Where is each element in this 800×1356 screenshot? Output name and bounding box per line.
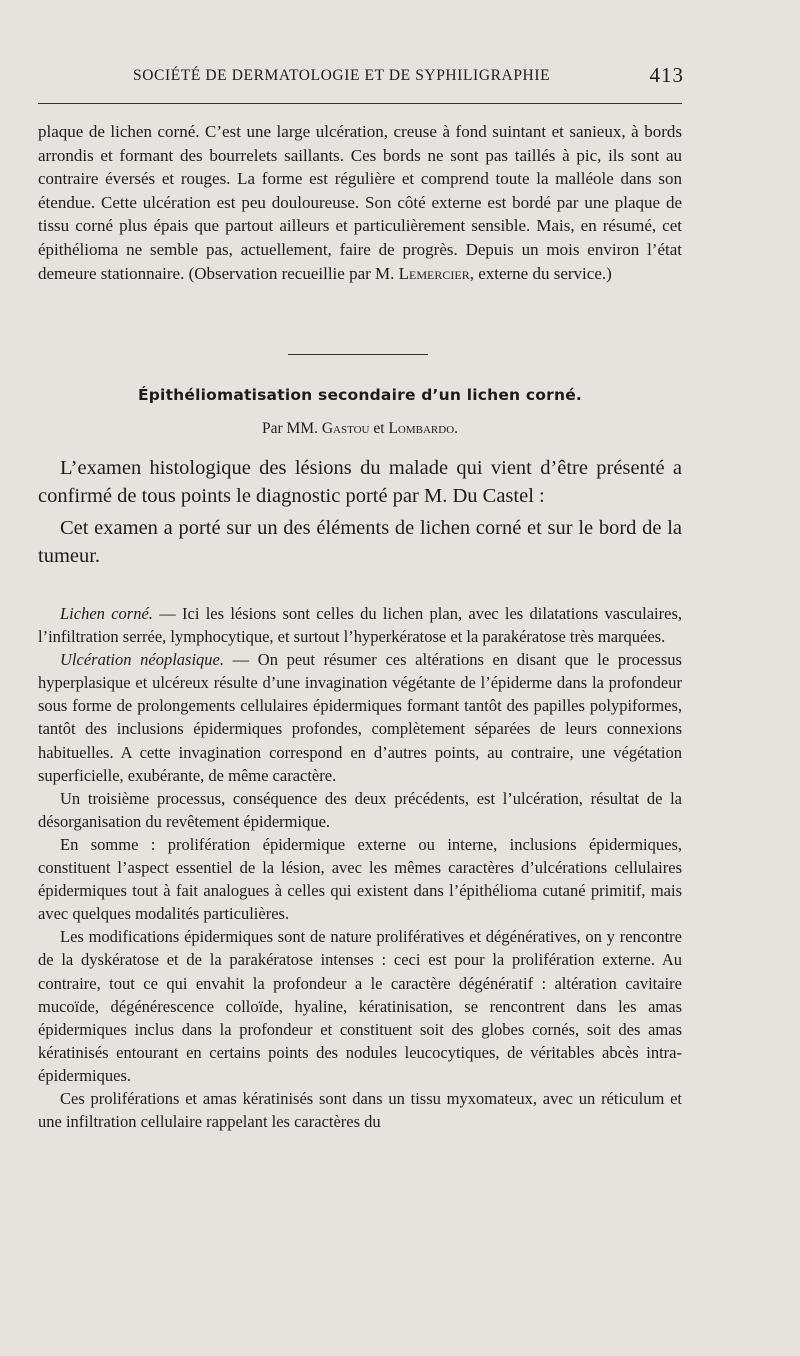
- third-process-paragraph: Un troisième processus, conséquence des deux précédents, est l’ulcération, résultat de la désorganisation du revêtement épidermique.: [38, 788, 682, 831]
- findings-section: [38, 602, 682, 1133]
- byline-prefix: Par MM.: [261, 420, 322, 437]
- intro-section: [38, 455, 682, 570]
- lichen-label: Lichen corné.: [60, 604, 153, 623]
- byline-suffix: .: [454, 420, 459, 437]
- section-divider: [288, 354, 428, 355]
- running-head: [38, 63, 682, 93]
- author-gastou: Gastou: [321, 420, 370, 437]
- intro-paragraph-1: L’examen histologique des lésions du malade qui vient d’être présenté a confirmé de tous points le diagnostic porté par M. Du Castel :: [38, 457, 682, 507]
- page-number: 413: [649, 63, 684, 87]
- byline-and: et: [369, 420, 389, 437]
- ulceration-paragraph: [38, 648, 682, 787]
- ulceration-label: Ulcération néoplasique.: [60, 650, 224, 670]
- running-title: SOCIÉTÉ DE DERMATOLOGIE ET DE SYPHILIGRAPHIE: [133, 67, 551, 84]
- article-title: Épithéliomatisation secondaire d’un lichen corné.: [137, 386, 583, 404]
- previous-case-end: , externe du service.): [469, 263, 612, 283]
- last-paragraph: Ces proliférations et amas kératinisés sont dans un tissu myxomateux, avec un réticulum et une infiltration cellulaire rappelant les caractères du: [38, 1088, 682, 1132]
- lichen-paragraph: [38, 602, 682, 648]
- lichen-text: — Ici les lésions sont celles du lichen plan, avec les dilatations vasculaires, l’infiltration serrée, lymphocytique, et surtout l’hyperkératose et la parakératose très marquées.: [38, 604, 682, 647]
- summary-paragraph: En somme : prolifération épidermique externe ou interne, inclusions épidermiques, constituent l’aspect essentiel de la lésion, avec les mêmes caractères d’ulcérations cellulaires épidermiques tout à fait analogues à celles qui existent dans l’épithélioma cutané primitif, mais avec quelques modalités particulières.: [38, 834, 682, 924]
- header-rule: [38, 103, 682, 104]
- ulceration-text: — On peut résumer ces altérations en disant que le processus hyperplasique et ulcéreux résulte d’une invagination végétante de l’épiderme dans la profondeur sous forme de prolongements cellulaires épidermiques formant tantôt des papilles polypiformes, tantôt des inclusions épidermiques profondes, complètement séparées de leurs connexions habituelles. A cette invagination correspond en d’autres points, au contraire, une végétation superficielle, exubérante, de même caractère.: [38, 650, 682, 785]
- article-byline: [38, 420, 682, 438]
- observer-name: Lemercier: [398, 263, 470, 283]
- author-lombardo: Lombardo: [388, 420, 455, 437]
- intro-paragraph-2: Cet examen a porté sur un des éléments de lichen corné et sur le bord de la tumeur.: [38, 517, 682, 567]
- previous-case-paragraph: [38, 120, 682, 285]
- previous-case-text: [38, 120, 682, 285]
- previous-case-main: plaque de lichen corné. C’est une large ulcération, creuse à fond suintant et sanieux, à bords arrondis et formant des bourrelets saillants. Ces bords ne sont pas taillés à pic, ils sont au contraire éversés et rouges. La forme est régulière et comprend toute la malléole dans son étendue. Cette ulcération est peu douloureuse. Son côté externe est bordé par une plaque de tissu corné plus épais que partout ailleurs et particulièrement sensible. Mais, en résumé, cet épithélioma ne semble pas, actuellement, faire de progrès. Depuis un mois environ l’état demeure stationnaire. (Observation recueillie par M.: [38, 122, 682, 283]
- modifications-paragraph: Les modifications épidermiques sont de nature prolifératives et dégénératives, on y rencontre de la dyskératose et de la parakératose intenses : ceci est pour la prolifération externe. Au contraire, tout ce qui envahit la profondeur a le caractère dégénératif : altération cavitaire mucoïde, dégénérescence colloïde, hyaline, kératinisation, se rencontrent dans les amas épidermiques inclus dans la profondeur et constituent soit des globes cornés, soit des amas kératinisés entourant en certains points des nodules leucocytiques, de véritables abcès intra-épidermiques.: [38, 927, 682, 1085]
